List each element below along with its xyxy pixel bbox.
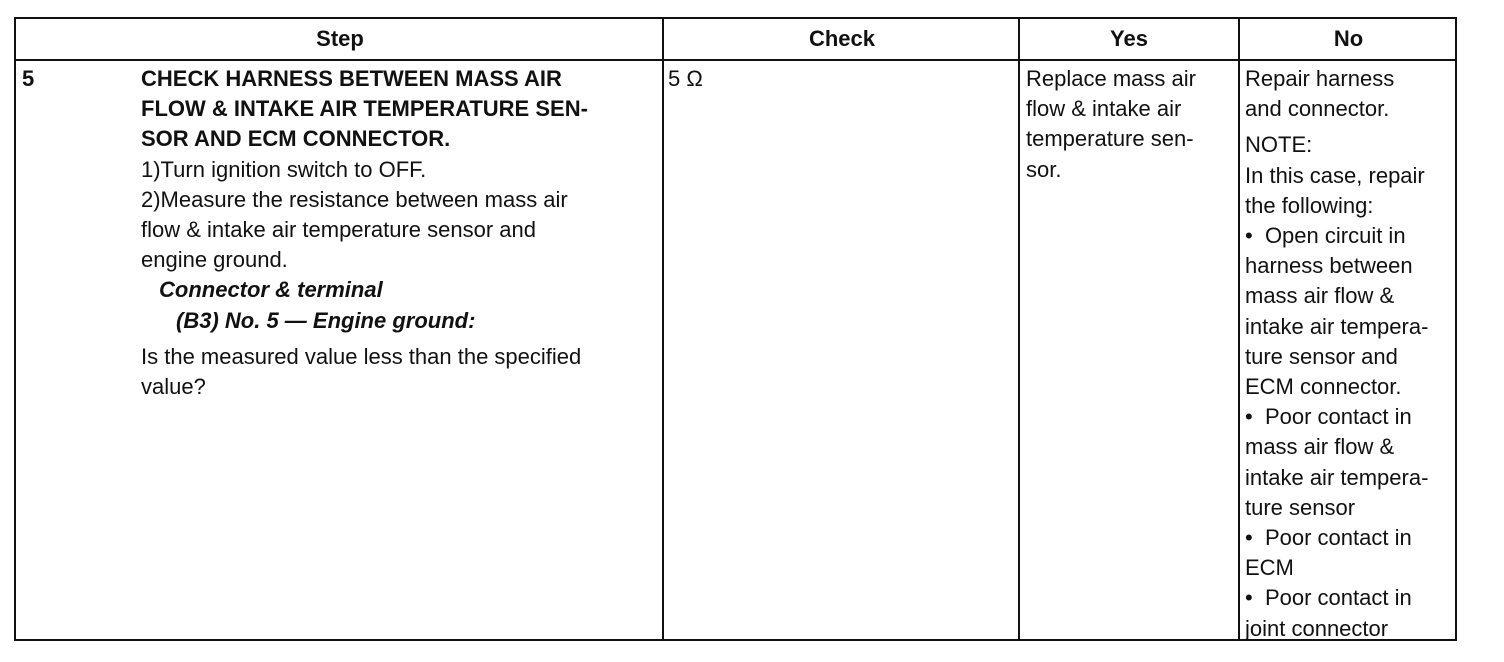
bullet-item-poor-contact-sensor [1245, 402, 1457, 523]
diagnostic-table [14, 17, 1457, 641]
instruction-line: engine ground. [141, 247, 288, 273]
yes-line: temperature sen- [1026, 126, 1194, 152]
bullet-line: joint connector [1245, 615, 1389, 641]
yes-action [1026, 64, 1231, 185]
yes-line: sor. [1026, 156, 1062, 182]
bullet-item-poor-contact-joint [1245, 583, 1457, 643]
bullet-line: mass air flow & [1245, 434, 1395, 460]
bullet-item-open-circuit [1245, 221, 1457, 402]
header-yes: Yes [1110, 26, 1148, 51]
connector-label: Connector & terminal [159, 277, 383, 303]
column-divider-check-yes [1018, 19, 1020, 639]
step-title [141, 64, 661, 155]
bullet-line: intake air tempera- [1245, 313, 1429, 339]
check-value: 5 Ω [668, 66, 703, 91]
no-line: and connector. [1245, 96, 1390, 122]
instruction-line: 2)Measure the resistance between mass air [141, 186, 568, 212]
bullet-item-poor-contact-ecm [1245, 523, 1457, 583]
step-number: 5 [22, 66, 35, 91]
bullet-line: • Open circuit in [1245, 221, 1457, 251]
check-question [141, 342, 661, 402]
no-action [1245, 64, 1457, 644]
bullet-line: harness between [1245, 253, 1413, 279]
step-title-line: CHECK HARNESS BETWEEN MASS AIR [141, 66, 562, 91]
header-no: No [1333, 26, 1364, 51]
instruction-line: flow & intake air temperature sensor and [141, 217, 536, 243]
bullet-line: • Poor contact in [1245, 523, 1457, 553]
header-step: Step [316, 26, 364, 51]
step-description [141, 64, 661, 402]
note-intro-line: the following: [1245, 192, 1374, 218]
bullet-line: ture sensor and [1245, 343, 1398, 369]
bullet-line: • Poor contact in [1245, 402, 1457, 432]
question-line: Is the measured value less than the specified [141, 343, 582, 369]
column-divider-yes-no [1238, 19, 1240, 639]
question-line: value? [141, 374, 206, 400]
header-check: Check [808, 26, 876, 51]
bullet-line: mass air flow & [1245, 283, 1395, 309]
step-title-line: SOR AND ECM CONNECTOR. [141, 126, 451, 152]
bullet-line: • Poor contact in [1245, 583, 1457, 613]
instruction-line: 1)Turn ignition switch to OFF. [141, 156, 427, 182]
no-line: Repair harness [1245, 66, 1395, 91]
connector-detail: (B3) No. 5 — Engine ground: [176, 307, 476, 333]
note-label: NOTE: [1245, 132, 1313, 158]
bullet-line: ECM connector. [1245, 374, 1402, 400]
yes-line: Replace mass air [1026, 66, 1196, 91]
bullet-line: ECM [1245, 555, 1294, 581]
yes-line: flow & intake air [1026, 96, 1182, 122]
column-divider-step-check [662, 19, 664, 639]
step-title-line: FLOW & INTAKE AIR TEMPERATURE SEN- [141, 96, 588, 122]
bullet-line: ture sensor [1245, 494, 1356, 520]
note-intro-line: In this case, repair [1245, 162, 1425, 188]
bullet-line: intake air tempera- [1245, 464, 1429, 490]
